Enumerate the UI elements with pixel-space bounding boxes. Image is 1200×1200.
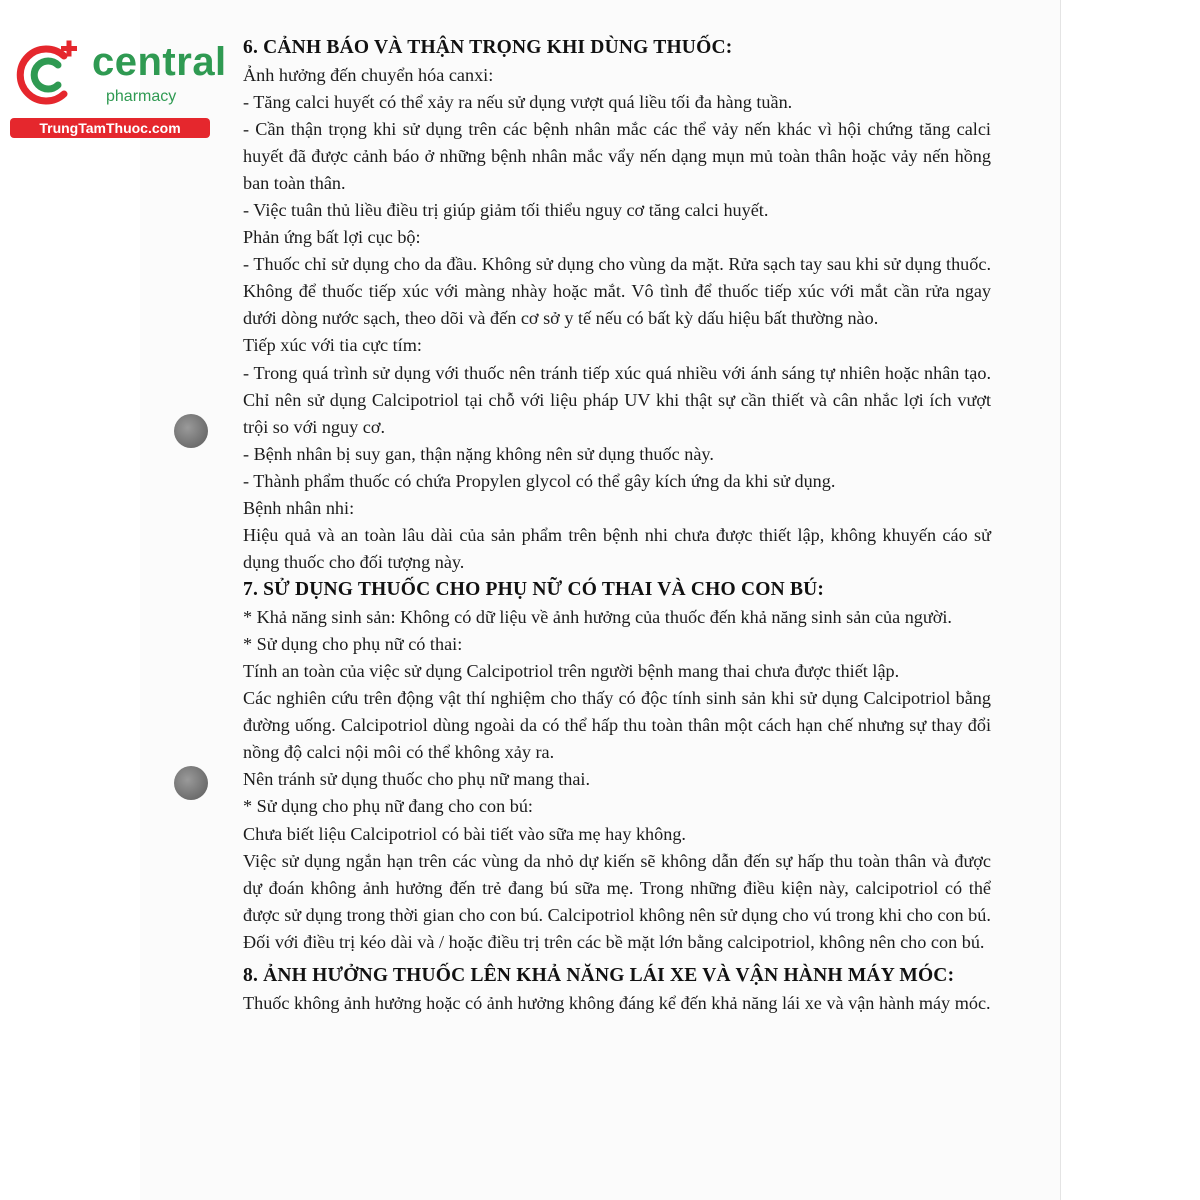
section-8-heading: 8. ẢNH HƯỞNG THUỐC LÊN KHẢ NĂNG LÁI XE VÀ VẬN HÀNH MÁY MÓC: xyxy=(243,965,955,986)
paragraph: - Bệnh nhân bị suy gan, thận nặng không nên sử dụng thuốc này. xyxy=(243,443,714,464)
paragraph: - Tăng calci huyết có thể xảy ra nếu sử dụng vượt quá liều tối đa hàng tuần. xyxy=(243,91,793,112)
paragraph: Nên tránh sử dụng thuốc cho phụ nữ mang thai. xyxy=(243,769,591,790)
paragraph: Tiếp xúc với tia cực tím: xyxy=(243,335,422,356)
paragraph: Đối với điều trị kéo dài và / hoặc điều trị trên các bề mặt lớn bằng calcipotriol, không nên cho con bú. xyxy=(243,931,985,952)
paragraph: Hiệu quả và an toàn lâu dài của sản phẩm trên bệnh nhi chưa được thiết lập, không khuyến cáo sử dụng thuốc cho đối tượng này. xyxy=(243,525,991,573)
section-8-body xyxy=(243,990,991,1017)
section-6-heading: 6. CẢNH BÁO VÀ THẬN TRỌNG KHI DÙNG THUỐC: xyxy=(243,37,733,58)
paragraph: Phản ứng bất lợi cục bộ: xyxy=(243,227,421,248)
paragraph: Việc sử dụng ngắn hạn trên các vùng da nhỏ dự kiến sẽ không dẫn đến sự hấp thu toàn thân và được dự đoán không ảnh hưởng đến trẻ đang bú sữa mẹ. Trong những điều kiện này, calcipotriol có thể được sử dụng trong thời gian cho con bú. Calcipotriol không nên sử dụng cho vú trong khi cho con bú. xyxy=(243,850,991,925)
section-7-heading: 7. SỬ DỤNG THUỐC CHO PHỤ NỮ CÓ THAI VÀ CHO CON BÚ: xyxy=(243,579,825,601)
paragraph: * Sử dụng cho phụ nữ đang cho con bú: xyxy=(243,796,533,817)
punch-hole xyxy=(174,414,208,448)
paragraph: * Sử dụng cho phụ nữ có thai: xyxy=(243,633,463,654)
paragraph: Thuốc không ảnh hưởng hoặc có ảnh hưởng không đáng kể đến khả năng lái xe và vận hành máy móc. xyxy=(243,992,991,1013)
logo-subtitle: pharmacy xyxy=(106,88,177,105)
pharmacy-logo[interactable] xyxy=(10,38,227,138)
paragraph: - Thành phẩm thuốc có chứa Propylen glycol có thể gây kích ứng da khi sử dụng. xyxy=(243,470,836,491)
document-body xyxy=(243,34,991,1017)
paragraph: Ảnh hưởng đến chuyển hóa canxi: xyxy=(243,64,494,85)
logo-brand: central xyxy=(92,40,227,84)
paragraph: - Việc tuân thủ liều điều trị giúp giảm tối thiểu nguy cơ tăng calci huyết. xyxy=(243,199,769,220)
paragraph: - Cần thận trọng khi sử dụng trên các bệnh nhân mắc các thể vảy nến khác vì hội chứng tăng calci huyết đã được cảnh báo ở những bệnh nhân mắc vẩy nến dạng mụn mủ toàn thân hoặc vảy nến hồng ban toàn thân. xyxy=(243,118,991,193)
paragraph: Chưa biết liệu Calcipotriol có bài tiết vào sữa mẹ hay không. xyxy=(243,823,686,844)
section-7-body xyxy=(243,604,991,956)
paragraph: Các nghiên cứu trên động vật thí nghiệm cho thấy có độc tính sinh sản khi sử dụng Calcipotriol bằng đường uống. Calcipotriol dùng ngoài da có thể hấp thu toàn thân một cách hạn chế nhưng sự thay đổi nồng độ calci nội môi có thể không xảy ra. xyxy=(243,688,991,763)
paragraph: - Trong quá trình sử dụng với thuốc nên tránh tiếp xúc quá nhiều với ánh sáng tự nhiên hoặc nhân tạo. Chỉ nên sử dụng Calcipotriol tại chỗ với liệu pháp UV khi thật sự cần thiết và cân nhắc lợi ích vượt trội so với nguy cơ. xyxy=(243,362,991,437)
paragraph: - Thuốc chỉ sử dụng cho da đầu. Không sử dụng cho vùng da mặt. Rửa sạch tay sau khi sử dụng thuốc. Không để thuốc tiếp xúc với màng nhày hoặc mắt. Vô tình để thuốc tiếp xúc với mắt cần rửa ngay dưới dòng nước sạch, theo dõi và đến cơ sở y tế nếu có bất kỳ dấu hiệu bất thường nào. xyxy=(243,254,991,329)
logo-url-badge: TrungTamThuoc.com xyxy=(10,118,210,138)
section-6-body xyxy=(243,62,991,577)
paragraph: Bệnh nhân nhi: xyxy=(243,498,355,518)
punch-hole xyxy=(174,766,208,800)
paragraph: * Khả năng sinh sản: Không có dữ liệu về ảnh hưởng của thuốc đến khả năng sinh sản của người. xyxy=(243,606,952,627)
paragraph: Tính an toàn của việc sử dụng Calcipotriol trên người bệnh mang thai chưa được thiết lập. xyxy=(243,660,900,681)
pharmacy-cross-icon xyxy=(12,40,82,110)
